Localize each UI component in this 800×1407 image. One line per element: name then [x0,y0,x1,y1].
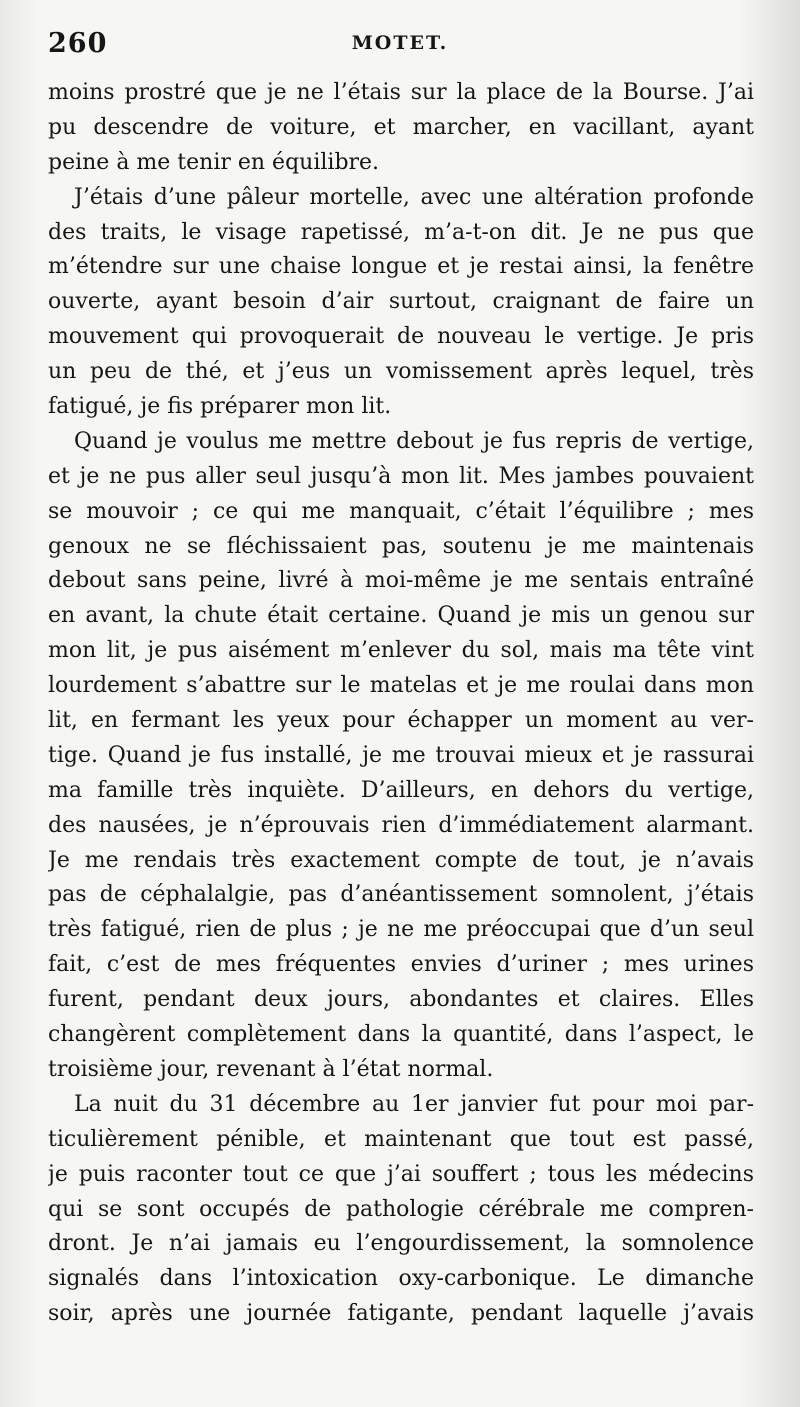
text-line: peine à me tenir en équilibre. [48,149,380,175]
paragraph [48,181,754,425]
running-head: MOTET. [351,32,449,54]
text-line: des traits, le visage rapetissé, m’a-t-on dit. Je ne pus que [48,219,754,245]
text-line: moins prostré que je ne l’étais sur la place de la Bourse. J’ai [48,80,754,105]
text-line: ticulièrement pénible, et maintenant que tout est passé, [48,1126,754,1152]
page-header [48,28,752,68]
text-line: Je me rendais très exactement compte de tout, je n’avais [48,847,754,873]
page-number: 260 [48,28,108,59]
text-line: dront. Je n’ai jamais eu l’engourdissement, la somnolence [48,1231,754,1257]
text-line: tige. Quand je fus installé, je me trouvai mieux et je rassurai [48,742,754,768]
text-line: je puis raconter tout ce que j’ai souffert ; tous les médecins [48,1161,754,1187]
text-line: debout sans peine, livré à moi-même je me sentais entraîné [48,568,754,594]
text-line: J’étais d’une pâleur mortelle, avec une altération profonde [74,184,754,210]
text-line: qui se sont occupés de pathologie cérébrale me compren- [48,1196,754,1222]
text-line: en avant, la chute était certaine. Quand je mis un genou sur [48,603,754,629]
paragraph [48,425,754,1088]
text-line: se mouvoir ; ce qui me manquait, c’était l’équilibre ; mes [48,498,754,524]
text-line: signalés dans l’intoxication oxy-carbonique. Le dimanche [48,1266,754,1292]
text-line: ma famille très inquiète. D’ailleurs, en dehors du vertige, [48,777,754,803]
paragraph [48,1088,754,1332]
text-line: furent, pendant deux jours, abondantes et claires. Elles [48,987,754,1013]
text-line: Quand je voulus me mettre debout je fus repris de vertige, [74,428,754,454]
text-line: pu descendre de voiture, et marcher, en vacillant, ayant [48,114,754,140]
text-line: soir, après une journée fatigante, pendant laquelle j’avais [48,1301,754,1327]
text-line: mon lit, je pus aisément m’enlever du sol, mais ma tête vint [48,638,754,664]
text-line: m’étendre sur une chaise longue et je restai ainsi, la fenêtre [48,254,754,280]
text-line: fait, c’est de mes fréquentes envies d’uriner ; mes urines [48,952,754,978]
text-line: changèrent complètement dans la quantité, dans l’aspect, le [48,1022,754,1048]
text-line: fatigué, je fis préparer mon lit. [48,394,392,420]
text-line: pas de céphalalgie, pas d’anéantissement somnolent, j’étais [48,882,754,908]
text-line: mouvement qui provoquerait de nouveau le vertige. Je pris [48,324,754,350]
text-line: lourdement s’abattre sur le matelas et je me roulai dans mon [48,673,754,699]
text-line: des nausées, je n’éprouvais rien d’immédiatement alarmant. [48,812,754,838]
text-line: troisième jour, revenant à l’état normal. [48,1056,494,1082]
paragraph [48,76,754,181]
text-line: et je ne pus aller seul jusqu’à mon lit. Mes jambes pouvaient [48,463,754,489]
text-line: La nuit du 31 décembre au 1er janvier fut pour moi par- [74,1091,754,1117]
text-line: lit, en fermant les yeux pour échapper un moment au ver- [48,708,754,734]
text-line: très fatigué, rien de plus ; je ne me préoccupai que d’un seul [48,917,754,943]
text-line: un peu de thé, et j’eus un vomissement après lequel, très [48,359,754,385]
text-line: genoux ne se fléchissaient pas, soutenu je me maintenais [48,533,754,559]
body-text [48,76,754,1332]
text-line: ouverte, ayant besoin d’air surtout, craignant de faire un [48,289,754,315]
